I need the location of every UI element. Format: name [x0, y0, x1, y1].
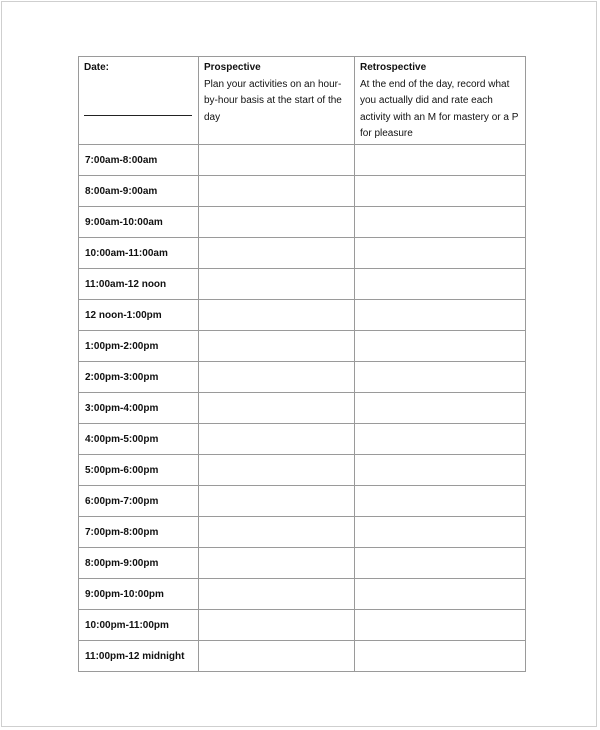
prospective-entry-cell[interactable] [199, 362, 355, 393]
time-slot-row [79, 641, 526, 672]
prospective-title: Prospective [204, 62, 261, 73]
time-slot-row [79, 207, 526, 238]
time-slot-row [79, 362, 526, 393]
time-slot-row [79, 548, 526, 579]
time-slot-label: 2:00pm-3:00pm [79, 362, 199, 393]
time-slot-label: 9:00pm-10:00pm [79, 579, 199, 610]
date-blank-line[interactable] [84, 115, 192, 116]
time-slot-label: 1:00pm-2:00pm [79, 331, 199, 362]
prospective-description: Plan your activities on an hour-by-hour basis at the start of the day [204, 78, 342, 123]
prospective-entry-cell[interactable] [199, 300, 355, 331]
time-slot-row [79, 517, 526, 548]
date-cell [79, 57, 199, 145]
retrospective-entry-cell[interactable] [355, 548, 526, 579]
retrospective-title: Retrospective [360, 62, 427, 73]
prospective-header-cell [199, 57, 355, 145]
time-slot-label: 9:00am-10:00am [79, 207, 199, 238]
retrospective-entry-cell[interactable] [355, 269, 526, 300]
retrospective-entry-cell[interactable] [355, 207, 526, 238]
time-slot-row [79, 486, 526, 517]
retrospective-entry-cell[interactable] [355, 362, 526, 393]
time-slot-label: 10:00am-11:00am [79, 238, 199, 269]
prospective-entry-cell[interactable] [199, 641, 355, 672]
time-slot-label: 8:00am-9:00am [79, 176, 199, 207]
prospective-entry-cell[interactable] [199, 269, 355, 300]
prospective-entry-cell[interactable] [199, 207, 355, 238]
time-slot-row [79, 238, 526, 269]
prospective-entry-cell[interactable] [199, 455, 355, 486]
prospective-entry-cell[interactable] [199, 610, 355, 641]
prospective-entry-cell[interactable] [199, 517, 355, 548]
retrospective-header-cell [355, 57, 526, 145]
time-slot-label: 4:00pm-5:00pm [79, 424, 199, 455]
time-slot-row [79, 610, 526, 641]
retrospective-entry-cell[interactable] [355, 486, 526, 517]
time-slot-row [79, 269, 526, 300]
prospective-entry-cell[interactable] [199, 486, 355, 517]
time-slot-label: 3:00pm-4:00pm [79, 393, 199, 424]
time-slot-row [79, 331, 526, 362]
time-slot-row [79, 455, 526, 486]
prospective-entry-cell[interactable] [199, 579, 355, 610]
time-slot-label: 8:00pm-9:00pm [79, 548, 199, 579]
retrospective-entry-cell[interactable] [355, 393, 526, 424]
retrospective-entry-cell[interactable] [355, 300, 526, 331]
time-slot-row [79, 145, 526, 176]
retrospective-entry-cell[interactable] [355, 517, 526, 548]
prospective-entry-cell[interactable] [199, 548, 355, 579]
retrospective-description: At the end of the day, record what you actually did and rate each activity with an M for mastery or a P for pleasure [360, 78, 519, 139]
retrospective-entry-cell[interactable] [355, 238, 526, 269]
time-slot-row [79, 579, 526, 610]
date-label: Date: [84, 62, 110, 73]
time-slot-label: 10:00pm-11:00pm [79, 610, 199, 641]
retrospective-entry-cell[interactable] [355, 610, 526, 641]
retrospective-entry-cell[interactable] [355, 579, 526, 610]
prospective-entry-cell[interactable] [199, 176, 355, 207]
time-slot-label: 12 noon-1:00pm [79, 300, 199, 331]
time-slot-label: 7:00am-8:00am [79, 145, 199, 176]
prospective-entry-cell[interactable] [199, 238, 355, 269]
prospective-entry-cell[interactable] [199, 145, 355, 176]
time-slot-label: 7:00pm-8:00pm [79, 517, 199, 548]
retrospective-entry-cell[interactable] [355, 331, 526, 362]
time-slot-label: 11:00am-12 noon [79, 269, 199, 300]
retrospective-entry-cell[interactable] [355, 145, 526, 176]
header-row [79, 57, 526, 145]
time-slot-label: 6:00pm-7:00pm [79, 486, 199, 517]
time-slot-label: 11:00pm-12 midnight [79, 641, 199, 672]
time-slot-row [79, 300, 526, 331]
retrospective-entry-cell[interactable] [355, 641, 526, 672]
retrospective-entry-cell[interactable] [355, 176, 526, 207]
time-slot-row [79, 393, 526, 424]
retrospective-entry-cell[interactable] [355, 455, 526, 486]
time-slot-row [79, 424, 526, 455]
activity-schedule-table [78, 56, 526, 672]
prospective-entry-cell[interactable] [199, 331, 355, 362]
retrospective-entry-cell[interactable] [355, 424, 526, 455]
time-slot-row [79, 176, 526, 207]
prospective-entry-cell[interactable] [199, 393, 355, 424]
time-slot-label: 5:00pm-6:00pm [79, 455, 199, 486]
prospective-entry-cell[interactable] [199, 424, 355, 455]
